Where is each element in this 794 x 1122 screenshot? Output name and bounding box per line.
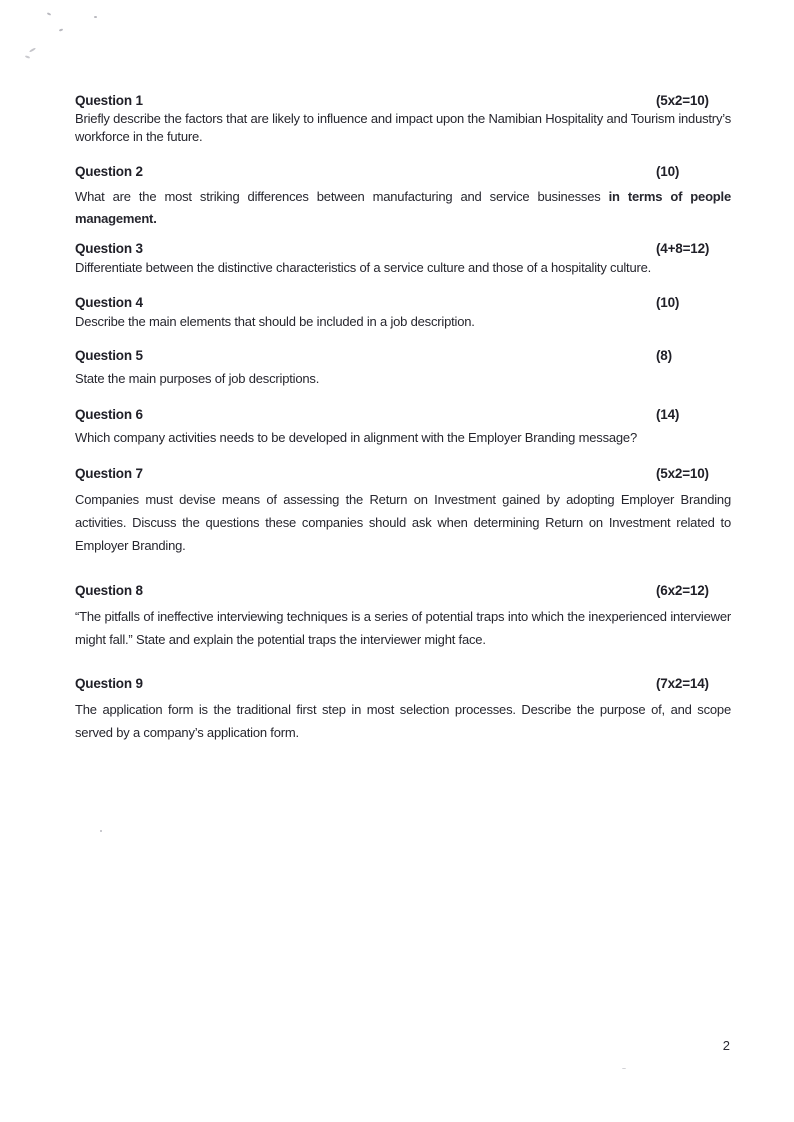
question-body: State the main purposes of job descriptions. — [75, 371, 320, 386]
question-block-6 — [75, 406, 731, 447]
question-header — [75, 163, 731, 181]
question-label: Question 1 — [75, 93, 143, 108]
question-marks: (4+8=12) — [656, 241, 710, 256]
scan-artifact — [25, 55, 30, 59]
scan-artifact — [94, 16, 97, 18]
question-label: Question 7 — [75, 466, 143, 481]
question-label: Question 4 — [75, 295, 143, 310]
question-label: Question 3 — [75, 241, 143, 256]
question-block-4 — [75, 294, 731, 331]
question-header — [75, 347, 731, 365]
question-body: Which company activities needs to be developed in alignment with the Employer Branding message? — [75, 430, 637, 445]
question-header — [75, 582, 731, 600]
question-body: What are the most striking differences between manufacturing and service businesses in terms of people management. — [75, 189, 731, 226]
question-header — [75, 92, 731, 110]
question-label: Question 9 — [75, 676, 143, 691]
question-header — [75, 294, 731, 312]
question-block-5 — [75, 347, 731, 388]
scan-artifact — [47, 12, 51, 16]
question-body: Differentiate between the distinctive characteristics of a service culture and those of a hospitality culture. — [75, 260, 652, 275]
question-marks: (7x2=14) — [656, 676, 709, 691]
question-body: Companies must devise means of assessing the Return on Investment gained by adopting Employer Branding activities. Discuss the questions these companies should ask when determining Return on Investment related to Employer Branding. — [75, 492, 731, 553]
question-header — [75, 240, 731, 258]
question-block-9 — [75, 675, 731, 744]
question-label: Question 6 — [75, 407, 143, 422]
question-block-2 — [75, 163, 731, 230]
question-block-8 — [75, 582, 731, 651]
question-block-3 — [75, 240, 731, 277]
question-marks: (6x2=12) — [656, 583, 709, 598]
question-body: The application form is the traditional first step in most selection processes. Describe the purpose of, and scope served by a company’s application form. — [75, 702, 731, 740]
question-body: “The pitfalls of ineffective interviewing techniques is a series of potential traps into which the inexperienced interviewer might fall.” State and explain the potential traps the interviewer might face. — [75, 609, 731, 647]
question-marks: (14) — [656, 407, 680, 422]
scan-artifact — [622, 1068, 626, 1069]
question-marks: (5x2=10) — [656, 93, 709, 108]
scan-artifact — [29, 47, 36, 52]
scan-artifact — [59, 28, 63, 31]
question-header — [75, 465, 731, 483]
question-body: Describe the main elements that should be included in a job description. — [75, 314, 475, 329]
scan-artifact — [100, 830, 102, 832]
question-block-7 — [75, 465, 731, 557]
question-body: Briefly describe the factors that are likely to influence and impact upon the Namibian Hospitality and Tourism industry’s workforce in the future. — [75, 111, 731, 144]
question-block-1 — [75, 92, 731, 146]
question-label: Question 5 — [75, 348, 143, 363]
question-marks: (10) — [656, 295, 680, 310]
question-marks: (10) — [656, 164, 680, 179]
question-label: Question 2 — [75, 164, 143, 179]
question-header — [75, 406, 731, 424]
question-marks: (5x2=10) — [656, 466, 709, 481]
page-number: 2 — [722, 1038, 730, 1053]
question-label: Question 8 — [75, 583, 143, 598]
question-header — [75, 675, 731, 693]
question-marks: (8) — [656, 348, 672, 363]
